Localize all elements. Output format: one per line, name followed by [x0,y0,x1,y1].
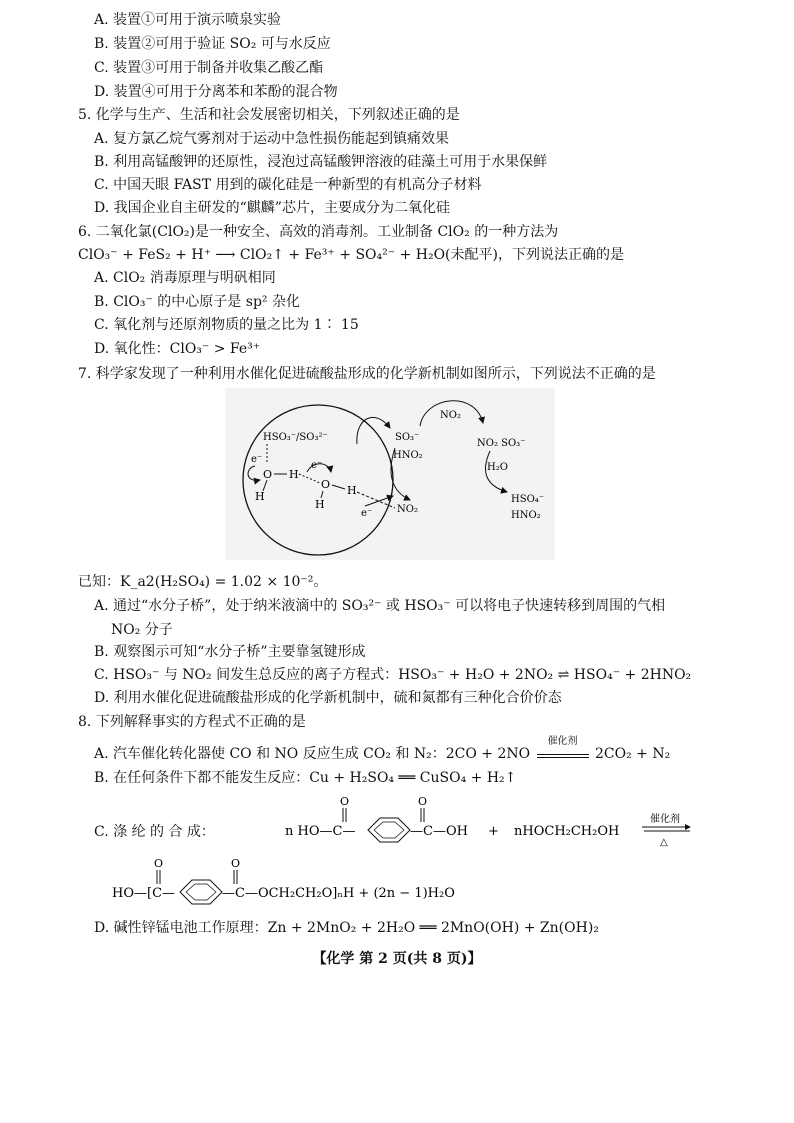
q8-option-a [94,736,671,764]
hno2-label-c: HNO₂ [511,510,541,521]
q7-option-a-cont: NO₂ 分子 [111,622,173,638]
catalyst-label-c: 催化剂 [650,814,680,825]
water-h1: H [255,490,265,503]
q4-option-d: D. 装置④可用于分离苯和苯酚的混合物 [94,84,338,100]
equals-double-line [537,754,589,758]
q5-option-b: B. 利用高锰酸钾的还原性，浸泡过高锰酸钾溶液的硅藻土可用于水果保鲜 [94,154,548,170]
electron-label-3: e⁻ [361,508,373,519]
q8-option-b: B. 在任何条件下都不能发生反应：Cu + H₂SO₄ ══ CuSO₄ + H₂↑ [94,770,517,786]
q6-option-c: C. 氧化剂与还原剂物质的量之比为 1∶ 15 [94,317,359,333]
page-footer: 【化学 第 2 页(共 8 页)】 [312,951,482,967]
q6-option-d: D. 氧化性：ClO₃⁻ > Fe³⁺ [94,341,261,357]
q7-stem: 7. 科学家发现了一种利用水催化促进硫酸盐形成的化学新机制如图所示，下列说法不正确的是 [78,366,656,382]
ethylene-glycol: nHOCH₂CH₂OH [514,824,620,839]
q7-option-d: D. 利用水催化促进硫酸盐形成的化学新机制中，硫和氮都有三种化合价价态 [94,690,562,706]
product-structure [112,852,552,914]
q4-option-c: C. 装置③可用于制备并收集乙酸乙酯 [94,60,324,76]
electron-label-1: e⁻ [251,454,263,465]
q5-option-a: A. 复方氯乙烷气雾剂对于运动中急性损伤能起到镇痛效果 [94,131,450,147]
electron-label-2: e⁻ [311,460,323,471]
catalyst-label-a: 催化剂 [547,736,578,747]
reactant-cooh: —C—OH [410,824,468,839]
hno2-label-b: HNO₂ [393,450,423,461]
q8-option-c-label: C. 涤 纶 的 合 成： [94,824,215,840]
q8-option-a-right: 2CO₂ + N₂ [595,746,671,762]
hso3-so3-label: HSO₃⁻/SO₃²⁻ [263,432,328,443]
carbonyl-o-4: O [231,857,241,870]
carbonyl-o-1: O [340,795,350,808]
benzene-inner-2 [186,884,216,900]
q7-option-c: C. HSO₃⁻ 与 NO₂ 间发生总反应的离子方程式：HSO₃⁻ + H₂O + 2NO₂ ⇌ HSO₄⁻ + 2HNO₂ [94,667,692,683]
q8-option-d: D. 碱性锌锰电池工作原理：Zn + 2MnO₂ + 2H₂O ══ 2MnO(OH) + Zn(OH)₂ [94,920,599,936]
product-ho-c: HO—[C— [112,886,176,901]
q5-option-d: D. 我国企业自主研发的“麒麟”芯片，主要成分为二氧化硅 [94,200,450,216]
carbonyl-o-2: O [418,795,428,808]
q7-known: 已知：K_a2(H₂SO₄) = 1.02 × 10⁻²。 [78,574,328,590]
mechanism-diagram [225,388,555,560]
q6-equation: ClO₃⁻ + FeS₂ + H⁺ ⟶ ClO₂↑ + Fe³⁺ + SO₄²⁻ + H₂O(未配平)，下列说法正确的是 [78,247,624,263]
product-rest: —C—OCH₂CH₂O]ₙH + (2n − 1)H₂O [222,886,455,901]
water-h3: H [347,484,357,497]
benzene-inner-1 [374,822,404,838]
no2-top-label: NO₂ [440,410,461,421]
plus-sign: + [488,824,499,839]
q4-option-a: A. 装置①可用于演示喷泉实验 [94,12,282,28]
q7-option-a: A. 通过“水分子桥”，处于纳米液滴中的 SO₃²⁻ 或 HSO₃⁻ 可以将电子快速转移到周围的气相 [94,598,666,614]
water-o1: O [263,468,273,481]
reactant-n-ho-c: n HO—C— [285,824,356,839]
q6-option-b: B. ClO₃⁻ 的中心原子是 sp² 杂化 [94,294,300,310]
so3-label-b: SO₃⁻ [395,432,420,443]
q5-stem: 5. 化学与生产、生活和社会发展密切相关，下列叙述正确的是 [78,107,460,123]
water-h2: H [289,468,299,481]
q4-option-b: B. 装置②可用于验证 SO₂ 可与水反应 [94,36,331,52]
no2-label-a: NO₂ [397,504,418,515]
heat-symbol: △ [660,837,668,848]
q5-option-c: C. 中国天眼 FAST 用到的碳化硅是一种新型的有机高分子材料 [94,177,482,193]
no2-so3-label: NO₂ SO₃⁻ [477,438,526,449]
q8-stem: 8. 下列解释事实的方程式不正确的是 [78,714,306,730]
carbonyl-o-3: O [154,857,164,870]
q7-option-b: B. 观察图示可知“水分子桥”主要靠氢键形成 [94,644,366,660]
water-o2: O [321,478,331,491]
h2o-label: H₂O [487,462,508,473]
q8-option-a-left: A. 汽车催化转化器使 CO 和 NO 反应生成 CO₂ 和 N₂：2CO + 2NO [94,746,531,762]
reactant-structure [280,790,700,852]
hso4-label: HSO₄⁻ [511,494,545,505]
q6-stem: 6. 二氧化氯(ClO₂)是一种安全、高效的消毒剂。工业制备 ClO₂ 的一种方法为 [78,224,559,240]
q6-option-a: A. ClO₂ 消毒原理与明矾相同 [94,270,276,286]
water-h4: H [315,498,325,511]
catalyst-arrow [537,736,589,758]
